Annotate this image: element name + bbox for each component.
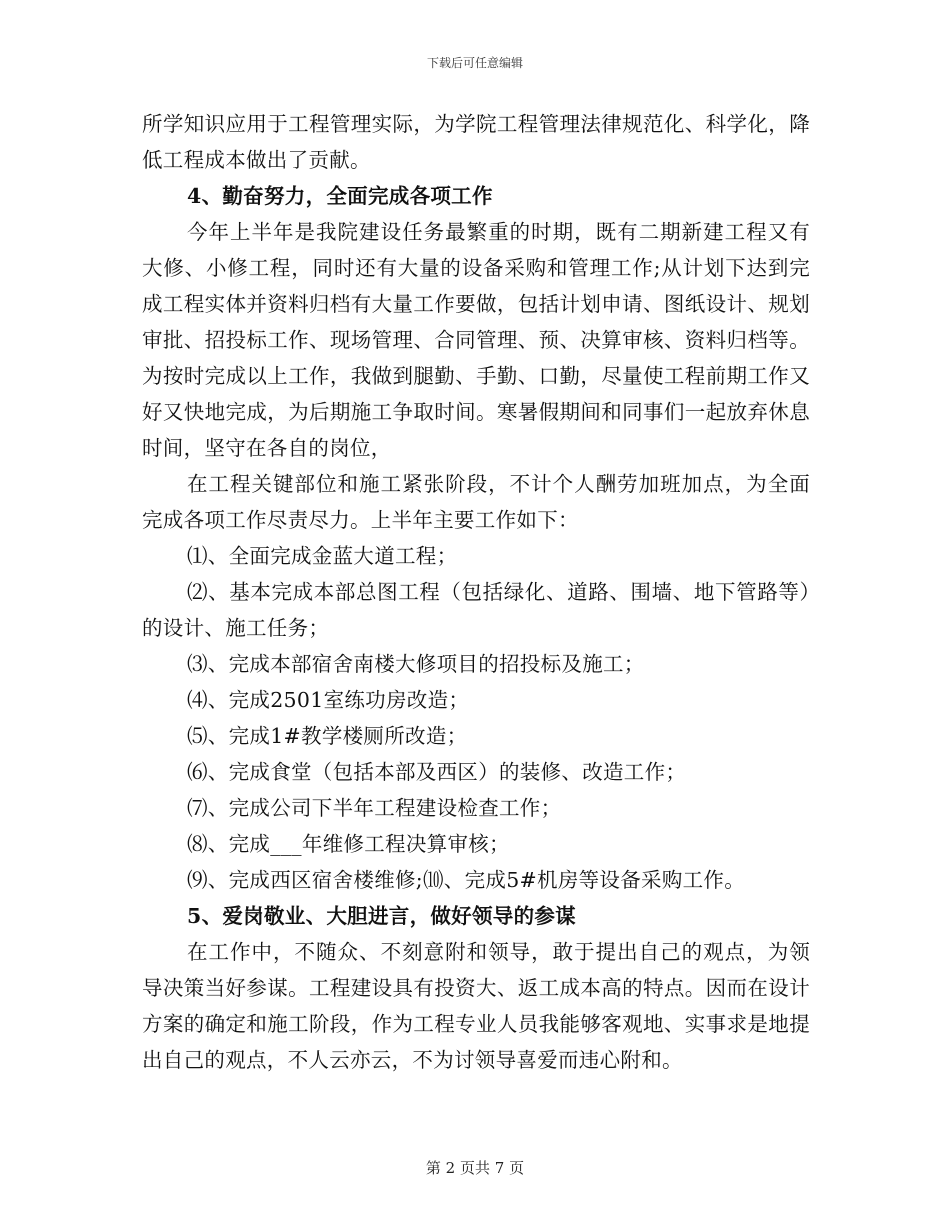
list-item: ⑺、完成公司下半年工程建设检查工作； <box>187 796 562 820</box>
list-item: ⑼、完成西区宿舍楼维修;⑽、完成5#机房等设备采购工作。 <box>187 868 746 892</box>
list-item: ⑴、全面完成金蓝大道工程； <box>187 544 458 568</box>
section-heading: 4、勤奋努力，全面完成各项工作 <box>187 184 493 208</box>
body-paragraph: 今年上半年是我院建设任务最繁重的时期，既有二期新建工程又有大修、小修工程，同时还有大量的设备采购和管理工作;从计划下达到完成工程实体并资料归档有大量工作要做，包括计划申请、图纸设计、规划审批、招投标工作、现场管理、合同管理、预、决算审核、资料归档等。为按时完成以上工作，我做到腿勤、手勤、口勤，尽量使工程前期工作又好又快地完成，为后期施工争取时间。寒暑假期间和同事们一起放弃休息时间，坚守在各自的岗位， <box>142 220 810 460</box>
body-paragraph: 在工作中，不随众、不刻意附和领导，敢于提出自己的观点，为领导决策当好参谋。工程建设具有投资大、返工成本高的特点。因而在设计方案的确定和施工阶段，作为工程专业人员我能够客观地、实事求是地提出自己的观点，不人云亦云，不为讨领导喜爱而违心附和。 <box>142 940 810 1072</box>
document-body <box>142 106 810 1078</box>
section-heading: 5、爱岗敬业、大胆进言，做好领导的参谋 <box>187 904 576 928</box>
body-paragraph: 所学知识应用于工程管理实际，为学院工程管理法律规范化、科学化，降低工程成本做出了贡献。 <box>142 112 810 172</box>
body-paragraph: 在工程关键部位和施工紧张阶段，不计个人酬劳加班加点，为全面完成各项工作尽责尽力。上半年主要工作如下： <box>142 472 810 532</box>
list-item: ⑷、完成2501室练功房改造； <box>187 688 470 712</box>
list-item: ⑻、完成___年维修工程决算审核； <box>187 832 510 856</box>
page-header: 下载后可任意编辑 <box>426 56 523 70</box>
list-item: ⑵、基本完成本部总图工程（包括绿化、道路、围墙、地下管路等）的设计、施工任务； <box>142 580 810 640</box>
list-item: ⑶、完成本部宿舍南楼大修项目的招投标及施工； <box>187 652 645 676</box>
list-item: ⑹、完成食堂（包括本部及西区）的装修、改造工作； <box>187 760 687 784</box>
list-item: ⑸、完成1#教学楼厕所改造； <box>187 724 468 748</box>
page-footer: 第 2 页共 7 页 <box>425 1159 525 1177</box>
